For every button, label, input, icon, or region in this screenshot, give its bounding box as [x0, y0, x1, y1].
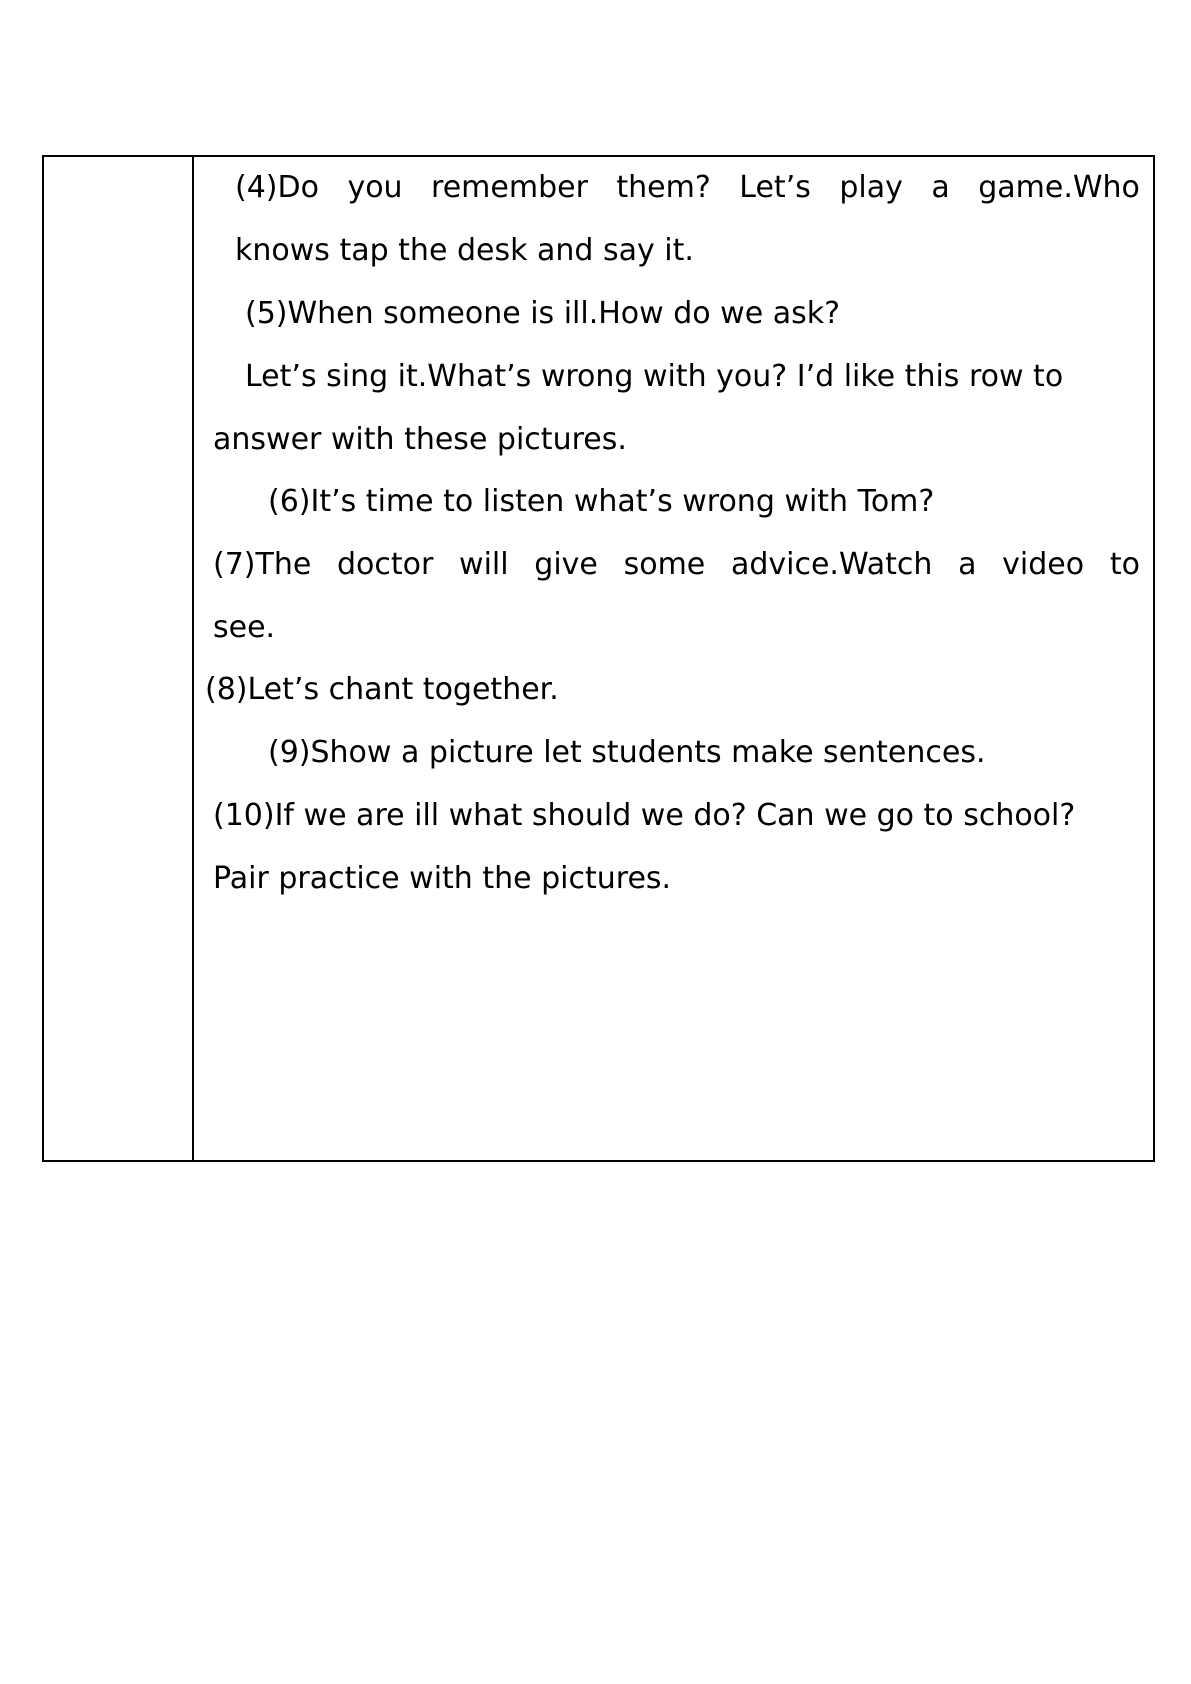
step-4-line-2: knows tap the desk and say it. — [235, 233, 694, 268]
step-4-word: play — [839, 170, 903, 205]
step-7-line-2: see. — [213, 610, 276, 645]
step-5-line-1: (5)When someone is ill.How do we ask? — [245, 296, 841, 331]
step-7-line-1 — [213, 547, 1140, 583]
step-10-line-2: Pair practice with the pictures. — [213, 861, 672, 896]
table-left-cell — [44, 157, 194, 1160]
step-7-word: will — [459, 547, 509, 582]
step-4-word: (4)Do — [235, 170, 319, 205]
step-4-word: remember — [431, 170, 588, 205]
step-4-word: Let’s — [739, 170, 811, 205]
step-4-word: a — [931, 170, 950, 205]
step-10-line-1: (10)If we are ill what should we do? Can we go to school? — [213, 798, 1076, 833]
step-5-line-2: Let’s sing it.What’s wrong with you? I’d like this row to — [245, 359, 1064, 394]
step-7-word: to — [1109, 547, 1140, 582]
step-4-word: them? — [616, 170, 711, 205]
step-7-word: advice.Watch — [730, 547, 933, 582]
step-4-word: you — [347, 170, 403, 205]
step-7-word: give — [534, 547, 598, 582]
step-7-word: video — [1002, 547, 1085, 582]
step-7-word: doctor — [337, 547, 434, 582]
step-9-line-1: (9)Show a picture let students make sentences. — [268, 735, 986, 770]
step-4-line-1 — [235, 170, 1140, 206]
step-4-word: game.Who — [978, 170, 1140, 205]
step-7-word: some — [623, 547, 706, 582]
step-5-line-3: answer with these pictures. — [213, 422, 627, 457]
step-7-word: (7)The — [213, 547, 312, 582]
step-6-line-1: (6)It’s time to listen what’s wrong with Tom? — [268, 484, 935, 519]
step-8-line-1: (8)Let’s chant together. — [205, 672, 559, 707]
step-7-word: a — [958, 547, 977, 582]
